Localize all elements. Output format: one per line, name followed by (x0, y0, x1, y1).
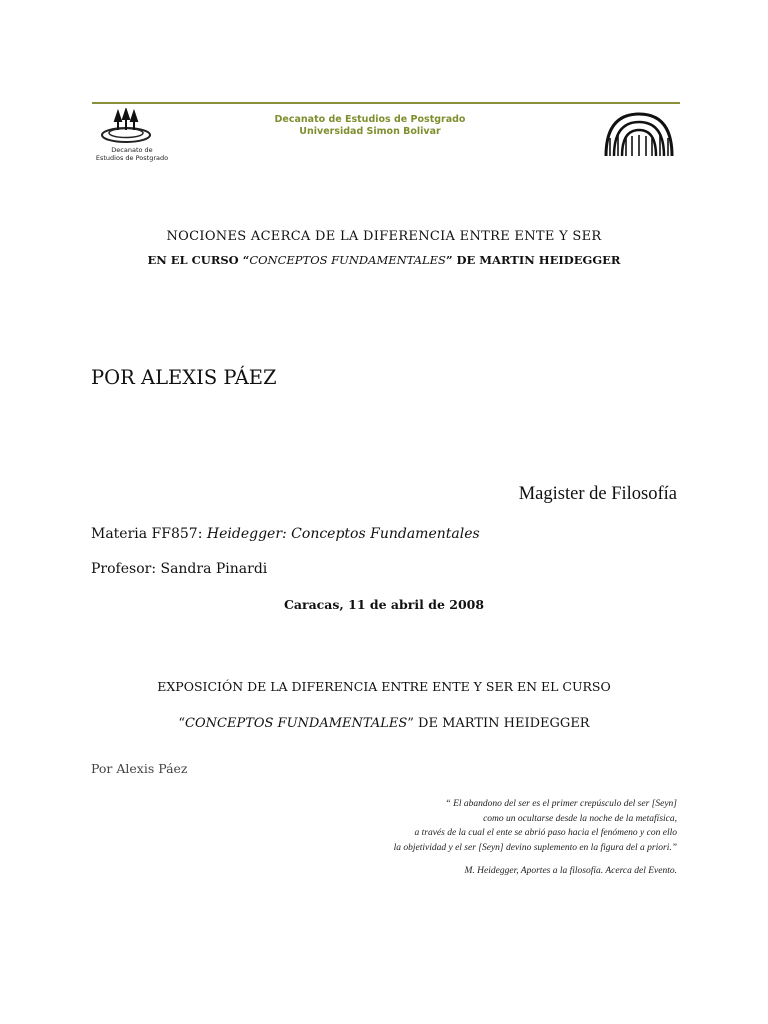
date-line: Caracas, 11 de abril de 2008 (283, 597, 485, 612)
header-rule (92, 102, 680, 104)
author-heading: POR ALEXIS PÁEZ (91, 366, 277, 389)
header-text (230, 114, 510, 138)
degree-program: Magister de Filosofía (518, 484, 677, 504)
decanato-logo-caption: Decanato de Estudios de Postgrado (95, 146, 169, 162)
document-subtitle: EN EL CURSO “CONCEPTOS FUNDAMENTALES” DE MARTIN HEIDEGGER (147, 253, 621, 267)
professor-line: Profesor: Sandra Pinardi (91, 561, 268, 577)
course-line: Materia FF857: Heidegger: Conceptos Fundamentales (91, 526, 480, 542)
document-title: NOCIONES ACERCA DE LA DIFERENCIA ENTRE ENTE Y SER (166, 229, 602, 244)
header-line-1: Decanato de Estudios de Postgrado (274, 114, 466, 125)
epigraph-line: a través de la cual el ente se abrió paso hacia el fenómeno y con ello (414, 828, 677, 838)
epigraph-line: “ El abandono del ser es el primer crepúsculo del ser [Seyn] (445, 799, 677, 809)
epigraph-quote (300, 797, 677, 855)
exposition-subtitle: “CONCEPTOS FUNDAMENTALES” DE MARTIN HEIDEGGER (178, 716, 590, 731)
byline: Por Alexis Páez (91, 761, 188, 776)
exposition-title: EXPOSICIÓN DE LA DIFERENCIA ENTRE ENTE Y SER EN EL CURSO (157, 679, 611, 694)
header-line-2: Universidad Simon Bolivar (299, 126, 441, 137)
epigraph-citation: M. Heidegger, Aportes a la filosofía. Acerca del Evento. (464, 866, 677, 876)
university-seal-icon (600, 108, 678, 160)
epigraph-line: la objetividad y el ser [Seyn] devino suplemento en la figura del a priori.” (393, 842, 677, 853)
epigraph-line: como un ocultarse desde la noche de la metafísica, (483, 813, 677, 824)
